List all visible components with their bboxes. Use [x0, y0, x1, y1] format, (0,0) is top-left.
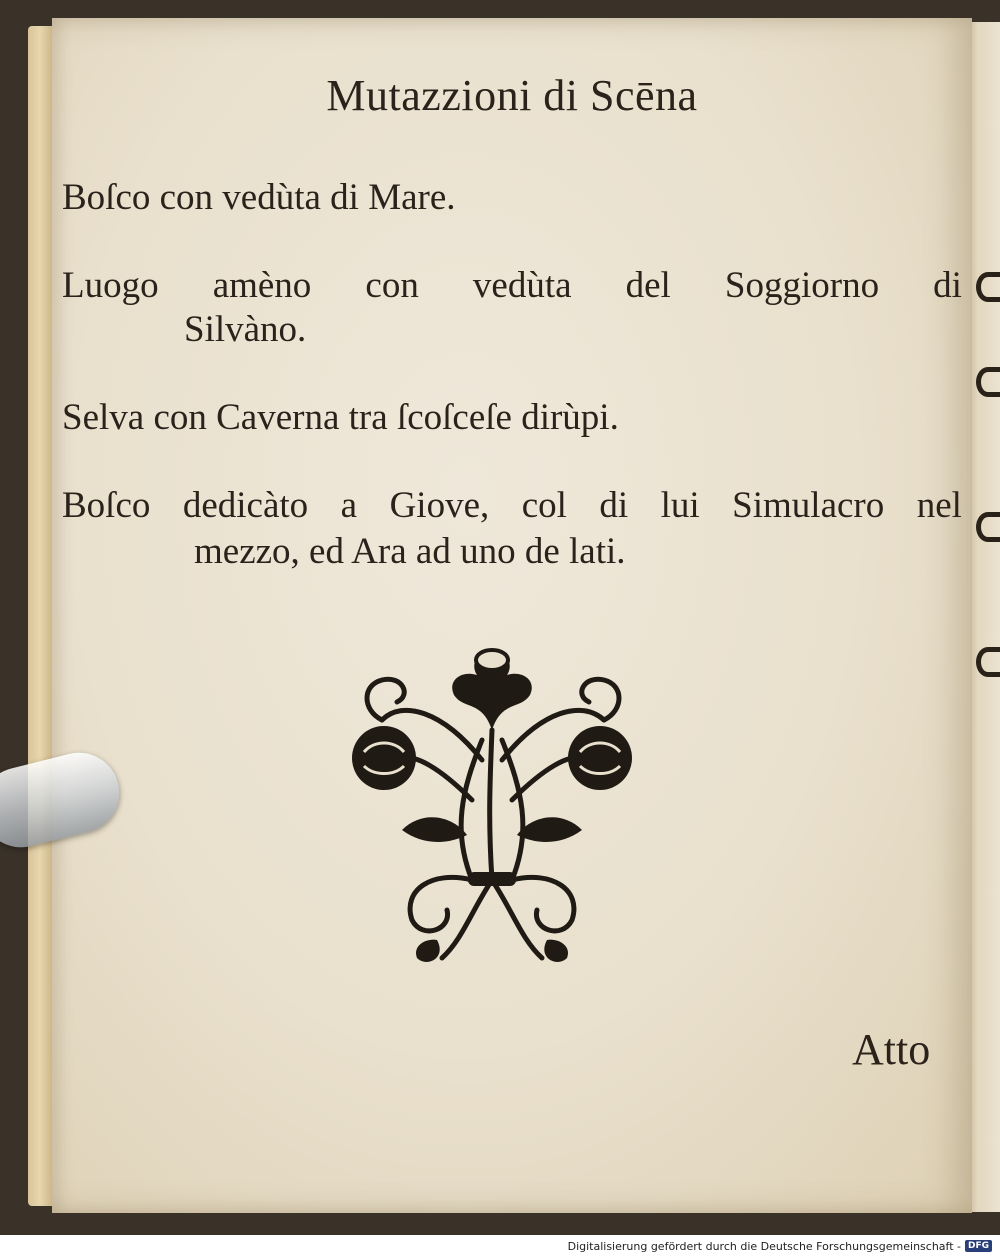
scene-word: di [933, 265, 962, 306]
footer-credit: Digitalisierung gefördert durch die Deutsche Forschungsgemeinschaft - [567, 1239, 961, 1253]
scene-2-continuation: Silvàno. [184, 309, 307, 350]
scene-3: Selva con Caverna tra ſcoſceſe dirùpi. [62, 397, 619, 438]
catchword: Atto [852, 1025, 931, 1074]
scene-word: con [365, 265, 419, 306]
footer-bar [0, 1235, 1000, 1257]
scene-1: Boſco con vedùta di Mare. [62, 177, 456, 218]
scene-word: di [599, 485, 629, 526]
letter-fragment-icon [976, 272, 1000, 302]
scene-word: lui [660, 485, 700, 526]
letter-fragment-icon [976, 647, 1000, 677]
letter-fragment-icon [976, 367, 1000, 397]
scene-word: Luogo [62, 265, 159, 306]
scene-2 [62, 264, 962, 307]
scene-word: del [625, 265, 671, 306]
scene-word: Soggiorno [724, 265, 880, 306]
scene-word: vedùta [472, 265, 572, 306]
dfg-logo: DFG [965, 1240, 992, 1252]
floral-ornament-icon [342, 640, 642, 970]
scene-word: Giove, [389, 485, 490, 526]
scene-4-continuation: mezzo, ed Ara ad uno de lati. [194, 531, 626, 572]
scene-word: col [521, 485, 567, 526]
scene-word: Simulacro [732, 485, 885, 526]
book-page [52, 18, 972, 1213]
scene-word: Boſco [62, 485, 151, 526]
page-title: Mutazzioni di Scēna [326, 71, 698, 120]
letter-fragment-icon [976, 512, 1000, 542]
scene-word: nel [916, 485, 962, 526]
scene-word: dedicàto [182, 485, 309, 526]
page-text [52, 18, 972, 1213]
scene-4 [62, 484, 962, 527]
scene-word: a [340, 485, 358, 526]
scene-word: amèno [212, 265, 312, 306]
